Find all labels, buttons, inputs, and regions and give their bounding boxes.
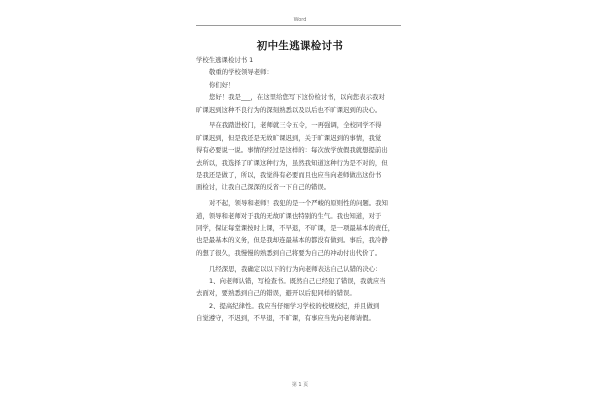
header-divider: [196, 25, 401, 26]
text-line: 2、提高纪律性。我应当仔细学习学校的校规校纪，并且做到: [209, 301, 380, 310]
text-line: 自觉遵守，不迟到，不早退，不旷课，有事应当先向老师请假。: [196, 314, 375, 323]
text-line: 的想了很久，我慢慢的熟悉到自己将要为自己的冲动付出代价了。: [196, 248, 382, 257]
text-line: 同学，保证每堂课按时上课，不早退，不旷课，是一项最基本的责任，: [196, 224, 395, 233]
text-line: 早在我踏进校门，老师就三令五令，一再强调，全校同学不得: [209, 121, 382, 130]
page-footer: 第 1 页: [291, 382, 309, 388]
text-line: 旷课迟到，但是我还是无故旷课迟到，关于旷课迟到的事情，我觉: [196, 133, 382, 142]
text-line: 是我还是做了，所以，我觉得有必要而且也应当向老师做出这份书: [196, 171, 382, 180]
text-line: 得有必要说一说。事情的经过是这样的：每次放学放假我就想提前出: [196, 146, 388, 155]
text-line: 学校生逃课检讨书 1: [196, 56, 254, 64]
text-line: 您好！我是___，在这里给您写下这份检讨书，以向您表示我对: [209, 93, 385, 102]
page-header-label: Word: [293, 17, 307, 23]
text-line: 也是最基本的义务，但是我却连最基本的都没有做到。事后，我冷静: [196, 236, 388, 245]
text-line: 旷课迟到这种不良行为的深刻熟悉以及以后也不旷课迟到的决心。: [196, 105, 382, 114]
text-line: 道，领导和老师对于我的无故旷课也特别的生气。我也知道，对于: [196, 211, 382, 220]
document-title: 初中生逃课检讨书: [256, 40, 344, 52]
text-line: 几经深思，我确定以以下的行为向老师表达自己认错的决心：: [209, 264, 382, 273]
text-line: 去所以，我选择了旷课这种行为，虽然我知道这种行为是不对的，但: [196, 158, 388, 167]
text-line: 1、向老师认错，写检查书。既然自己已经犯了错误，我就应当: [209, 277, 386, 286]
text-line: 面检讨，让我自己深深的反省一下自己的错误。: [196, 183, 331, 192]
document-body: [196, 54, 402, 325]
text-line: 对不起，领导和老师！我犯的是一个严峻的原则性的问题。我知: [209, 199, 388, 208]
text-line: 敬重的学校领导老师：: [209, 68, 273, 77]
text-line: 去面对，要熟悉到自己的错误，避开以后犯同样的错误。: [196, 289, 356, 298]
text-line: 你们好！: [209, 80, 235, 89]
